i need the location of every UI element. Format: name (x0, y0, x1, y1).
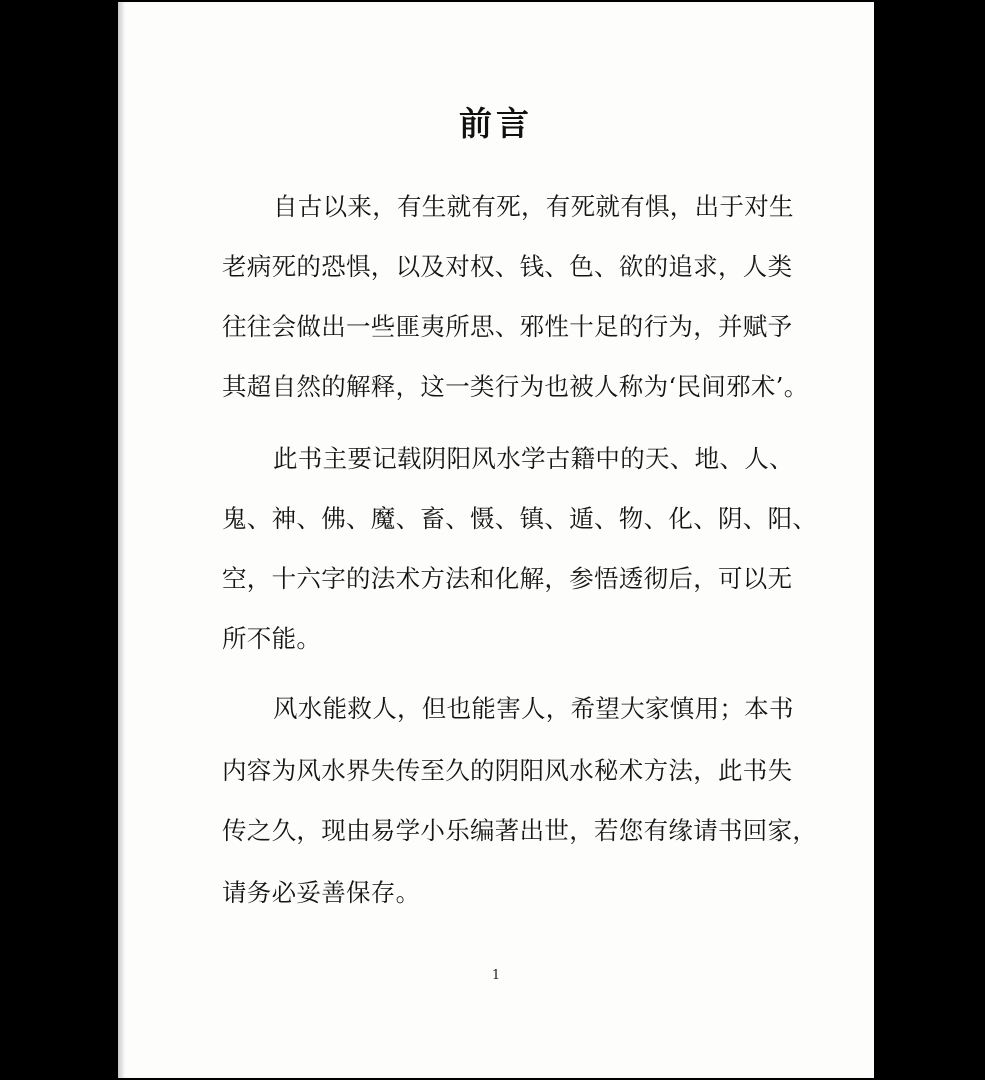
paragraph-1-line-2: 老病死的恐惧，以及对权、钱、色、欲的追求，人类 (222, 252, 793, 281)
paragraph-3-line-3: 传之久，现由易学小乐编著出世，若您有缘请书回家， (222, 816, 818, 845)
paragraph-2-line-4: 所不能。 (222, 624, 322, 653)
page-title: 前言 (459, 104, 533, 143)
paragraph-3-line-2: 内容为风水界失传至久的阴阳风水秘术方法，此书失 (222, 756, 793, 785)
page-number: 1 (491, 968, 501, 983)
paragraph-2-line-1: 此书主要记载阴阳风水学古籍中的天、地、人、 (273, 444, 794, 473)
paragraph-3-line-4: 请务必妥善保存。 (222, 878, 421, 907)
paragraph-1-line-1: 自古以来，有生就有死，有死就有惧，出于对生 (273, 192, 794, 221)
paragraph-3-line-1: 风水能救人，但也能害人，希望大家慎用；本书 (273, 694, 794, 723)
document-page (118, 2, 874, 1078)
paragraph-1-line-4: 其超自然的解释，这一类行为也被人称为‘民间邪术’。 (222, 372, 809, 401)
paragraph-2-line-2: 鬼、神、佛、魔、畜、慑、镇、遁、物、化、阴、阳、 (222, 504, 818, 533)
paragraph-1-line-3: 往往会做出一些匪夷所思、邪性十足的行为，并赋予 (222, 312, 793, 341)
page-edge-shadow (118, 2, 124, 1078)
paragraph-2-line-3: 空，十六字的法术方法和化解，参悟透彻后，可以无 (222, 564, 793, 593)
